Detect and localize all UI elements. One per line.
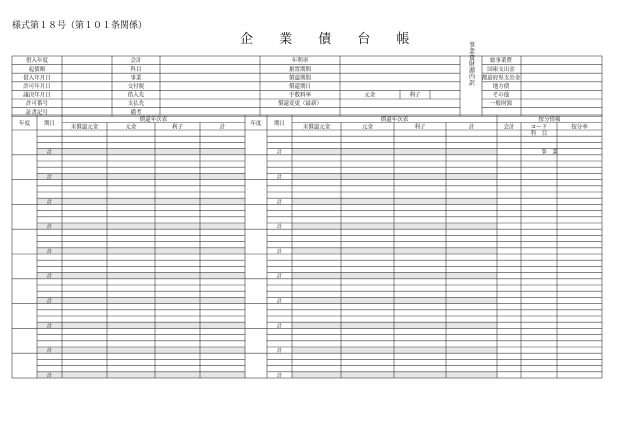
subtotal-shade	[292, 322, 497, 328]
subtotal-label: 計	[46, 149, 53, 156]
info-left-label: 起債額	[28, 66, 46, 73]
info-right-label: 年利率	[291, 58, 309, 65]
info-middle-label: 交付税	[127, 84, 145, 90]
subtotal-label: 計	[276, 149, 283, 156]
subtotal-label: 計	[46, 348, 53, 355]
breakdown-item-label: 地方債	[492, 84, 510, 90]
info-middle-label: 科目	[130, 66, 142, 73]
subtotal-label: 計	[46, 199, 53, 206]
info-left-label: 許可年月日	[23, 84, 51, 90]
subtotal-shade	[292, 149, 497, 155]
subtotal-shade	[37, 248, 245, 254]
info-middle-label: 会計	[130, 58, 142, 65]
subtotal-shade	[292, 347, 497, 353]
subtotal-shade	[37, 198, 245, 204]
allocation-column-header: 按分率	[571, 124, 588, 131]
schedule-group-title: 償還年次表	[139, 116, 168, 123]
subtotal-shade	[37, 372, 245, 378]
subtotal-label: 計	[276, 199, 283, 206]
subtotal-label: 計	[276, 273, 283, 280]
fee-interest-label: 利子	[409, 92, 421, 99]
subtotal-label: 計	[276, 298, 283, 305]
subtotal-label: 計	[276, 224, 283, 231]
info-right-label: 償還期日	[288, 84, 312, 90]
fee-principal-label: 元金	[364, 92, 376, 99]
schedule-column-header: 未償還元金	[70, 124, 99, 131]
subtotal-label: 計	[46, 224, 53, 231]
info-left-label: 許可番号	[25, 101, 49, 108]
page-title: 企 業 債 台 帳	[240, 32, 421, 47]
subtotal-label: 計	[276, 174, 283, 181]
breakdown-item-label: 一般財源	[489, 101, 513, 108]
subtotal-label: 計	[276, 323, 283, 330]
col-year-header: 年度	[18, 121, 31, 127]
breakdown-item-label: その他	[492, 92, 510, 99]
subtotal-shade	[37, 173, 245, 179]
breakdown-item-label: 都道府県支出金	[481, 75, 521, 82]
info-left-label: 議決年月日	[23, 92, 51, 99]
schedule-column-header: 元金	[125, 124, 137, 131]
col-term-header: 期日	[273, 121, 286, 127]
info-right-label: 償還期間	[288, 75, 312, 82]
allocation-column-header: コード	[530, 124, 548, 131]
schedule-column-header: 元金	[361, 124, 374, 131]
schedule-column-header: 利子	[171, 124, 184, 131]
subtotal-label: 計	[46, 248, 53, 255]
subtotal-shade	[37, 273, 245, 279]
info-right-label: 据置期間	[288, 66, 312, 73]
subtotal-label: 計	[46, 273, 53, 280]
subtotal-shade	[292, 223, 497, 229]
allocation-column-header: 会計	[503, 124, 515, 131]
info-left-label: 借入年度	[25, 58, 49, 65]
subtotal-label: 計	[46, 372, 53, 379]
schedule-group-title: 償還年次表	[380, 116, 409, 123]
info-left-label: 借入年月日	[23, 75, 51, 82]
subtotal-shade	[292, 273, 497, 279]
allocation-subject-label: 科 目	[530, 131, 548, 138]
info-right-label: 償還変更（最新）	[277, 101, 323, 108]
subtotal-label: 計	[276, 248, 283, 255]
form-number: 様式第１８号（第１０１条関係）	[12, 21, 148, 31]
info-middle-label: 事業	[130, 75, 142, 82]
subtotal-shade	[37, 322, 245, 328]
subtotal-shade	[37, 297, 245, 303]
subtotal-label: 計	[46, 298, 53, 305]
schedule-column-header: 計	[219, 124, 226, 131]
schedule-column-header: 未償還元金	[302, 124, 331, 131]
schedule-column-header: 利子	[414, 124, 426, 131]
col-year-header: 年度	[250, 121, 262, 127]
subtotal-label: 計	[276, 372, 283, 379]
subtotal-shade	[292, 248, 497, 254]
subtotal-shade	[37, 223, 245, 229]
info-middle-label: 支払先	[127, 101, 145, 108]
subtotal-shade	[292, 173, 497, 179]
subtotal-label: 計	[46, 174, 53, 181]
info-middle-label: 備考	[130, 109, 142, 116]
subtotal-label: 計	[46, 323, 53, 330]
subtotal-label: 計	[276, 348, 283, 355]
subtotal-shade	[292, 198, 497, 204]
breakdown-vertical-label: 事業費財源内訳	[467, 41, 475, 87]
schedule-column-header: 計	[468, 124, 475, 131]
info-left-label: 証書記号	[25, 109, 49, 116]
subtotal-shade	[292, 297, 497, 303]
subtotal-shade	[37, 347, 245, 353]
allocation-business-label: 事 業	[541, 149, 558, 156]
allocation-group-title: 按分情報	[538, 116, 561, 123]
subtotal-shade	[292, 372, 497, 378]
breakdown-item-label: 総事業費	[489, 58, 513, 65]
breakdown-item-label: 国庫支出金	[487, 66, 515, 73]
subtotal-shade	[37, 149, 245, 155]
info-middle-label: 借入先	[127, 92, 145, 99]
info-right-label: 手数料率	[288, 92, 312, 99]
col-term-header: 期日	[43, 121, 56, 127]
